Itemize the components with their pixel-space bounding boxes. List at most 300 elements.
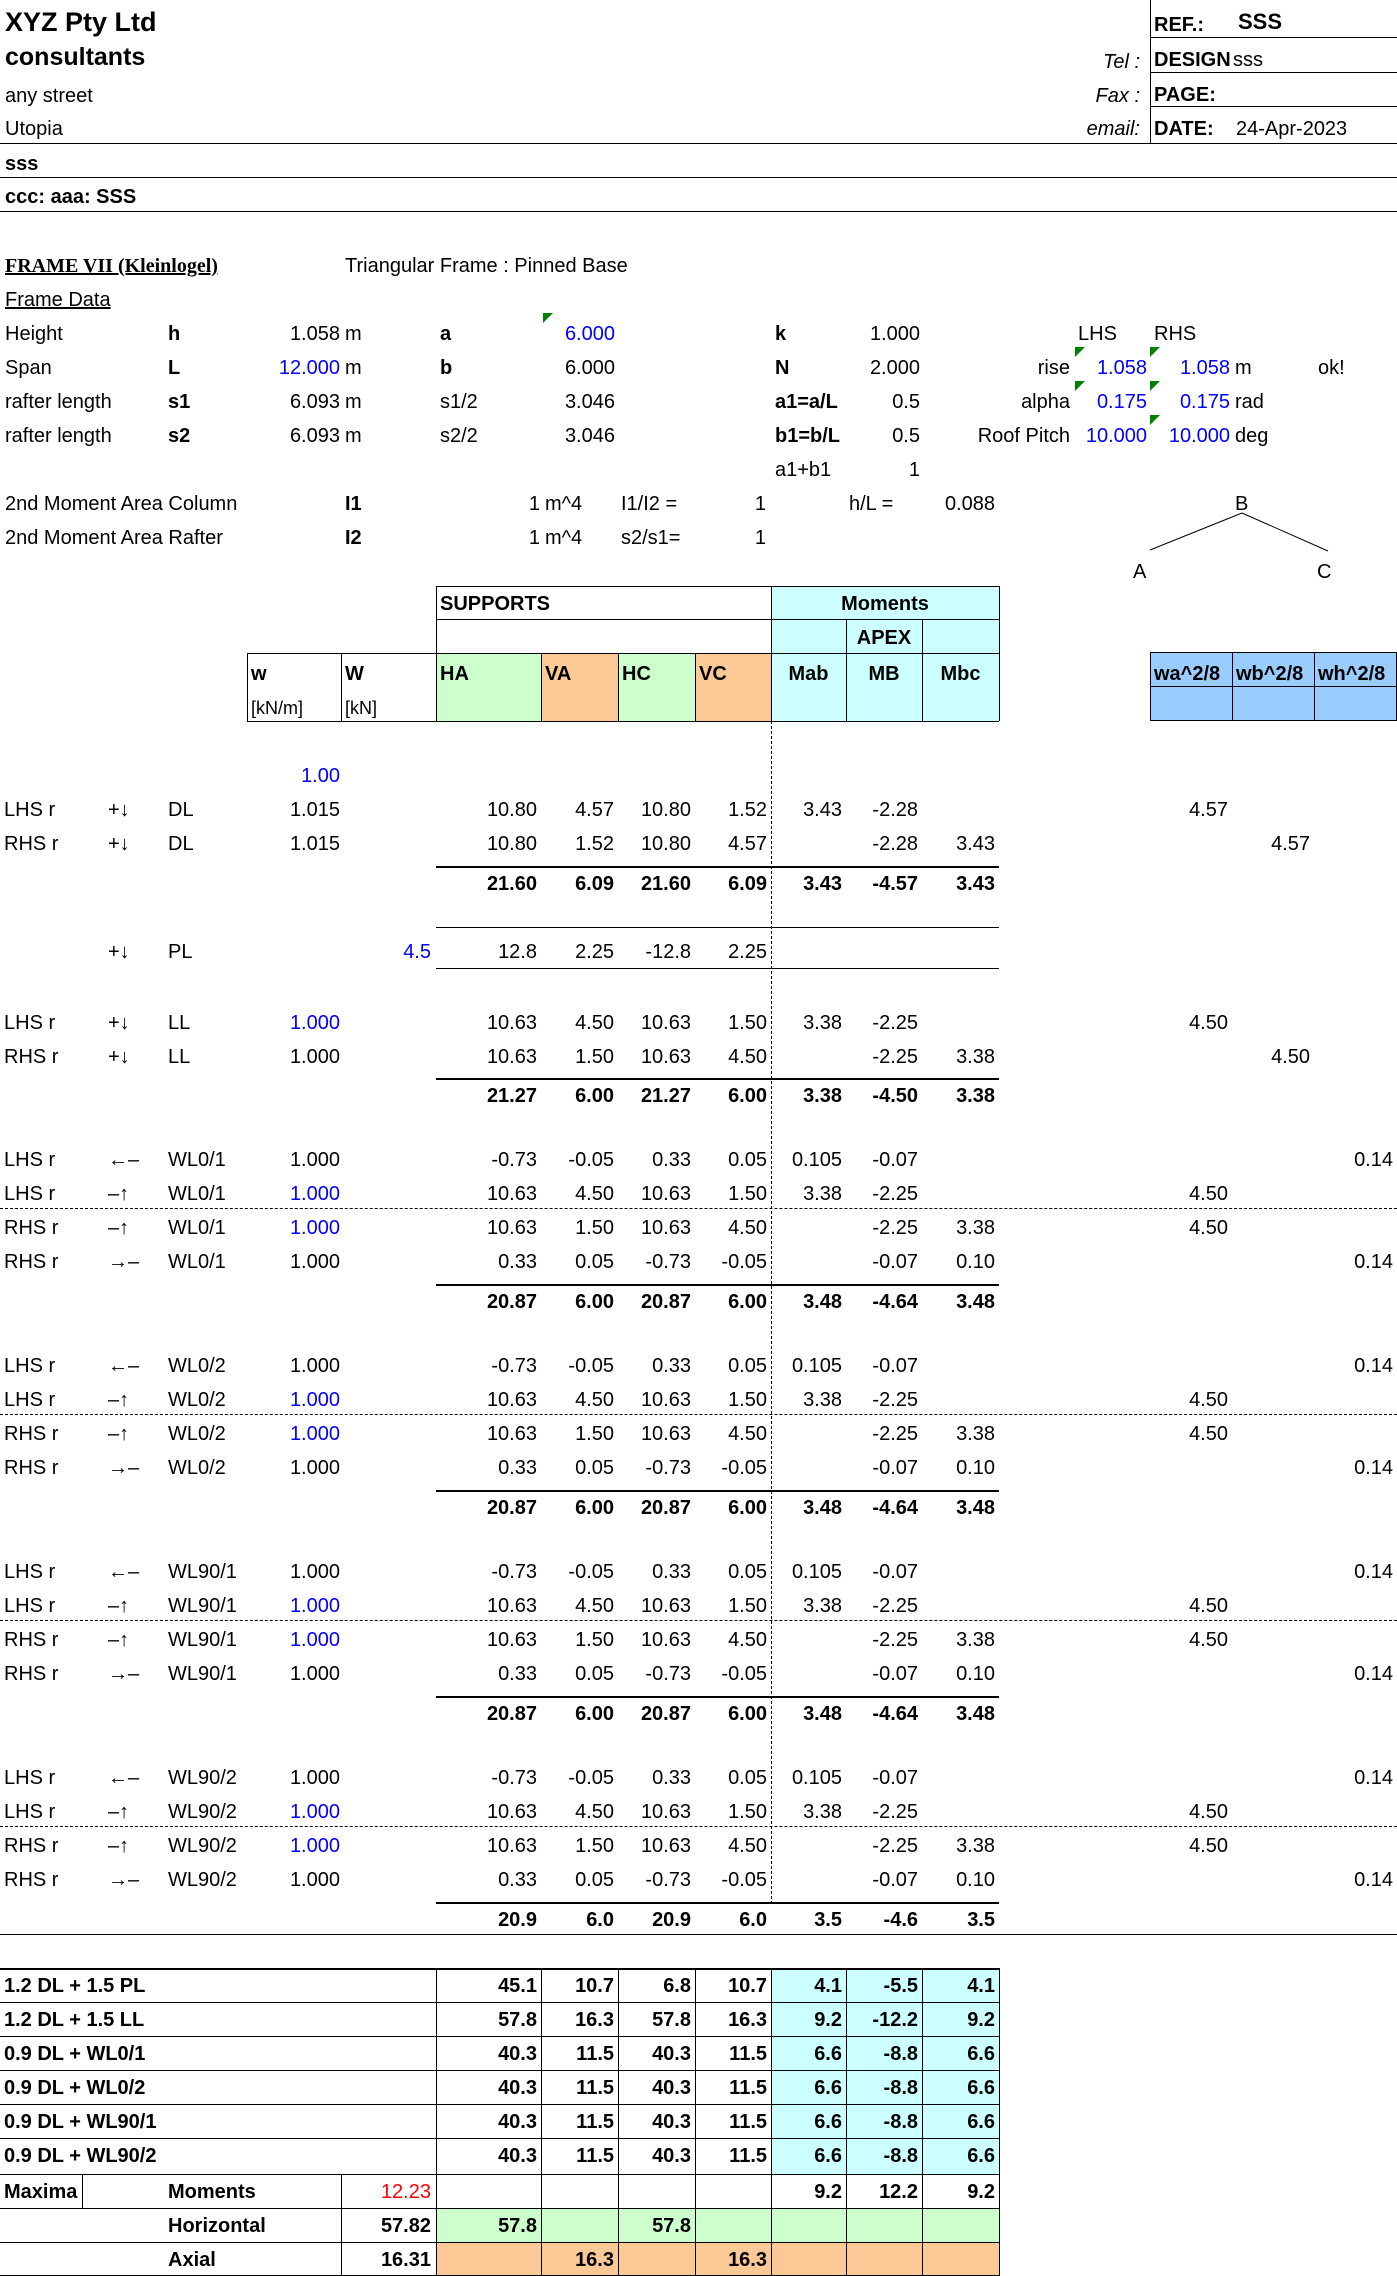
cell-mbc: 3.38 [956, 1217, 995, 1239]
total-va: 6.09 [575, 873, 614, 895]
h-symbol: h [168, 323, 181, 345]
cell-vc: 1.52 [728, 799, 767, 821]
max-horizontal-label: Horizontal [168, 2215, 266, 2237]
cell-ha: -0.73 [491, 1767, 537, 1789]
cell-va: 0.05 [575, 1251, 614, 1273]
a1-value: 0.5 [892, 391, 920, 413]
cell-vc: 1.50 [728, 1183, 767, 1205]
cell-mbc: 0.10 [956, 1663, 995, 1685]
total-va: 6.0 [586, 1909, 614, 1931]
cell-mb: -2.25 [872, 1423, 918, 1445]
cell-ha: 10.63 [486, 1389, 537, 1411]
total-vc: 6.00 [728, 1497, 767, 1519]
wb-header: wb^2/8 [1236, 663, 1304, 685]
cell-va: 0.05 [575, 1663, 614, 1685]
cell-hc: -0.73 [645, 1457, 691, 1479]
ref-label: REF.: [1154, 14, 1204, 36]
cell-ha: 10.63 [486, 1595, 537, 1617]
total-va: 6.00 [575, 1497, 614, 1519]
moment-area-rafter-label: 2nd Moment Area Rafter [5, 527, 223, 549]
comb-mbc: 4.1 [967, 1975, 995, 1997]
cell-va: 4.50 [575, 1801, 614, 1823]
load-direction-icon: ←– [108, 1149, 140, 1171]
VC-header: VC [699, 663, 727, 685]
page-label: PAGE: [1154, 84, 1216, 106]
load-side-label: LHS r [4, 1595, 56, 1617]
load-side-label: LHS r [4, 1012, 56, 1034]
s2-half-label: s2/2 [440, 425, 478, 447]
load-intensity-w[interactable]: 1.000 [289, 1217, 340, 1239]
cell-va: -0.05 [568, 1149, 614, 1171]
comb-hc: 40.3 [652, 2043, 691, 2065]
cell-mb: -2.25 [872, 1012, 918, 1034]
cell-hc: 10.63 [640, 1183, 691, 1205]
max-HC: 57.8 [652, 2215, 691, 2237]
load-direction-icon: –↑ [108, 1217, 130, 1239]
comb-mab: 4.1 [814, 1975, 842, 1997]
cell-va: 1.50 [575, 1423, 614, 1445]
load-intensity-w: 1.000 [289, 1046, 340, 1068]
cell-mab: 3.38 [803, 1183, 842, 1205]
max-moments-label: Moments [168, 2181, 256, 2203]
a-value[interactable]: 6.000 [564, 323, 615, 345]
load-direction-icon: –↑ [108, 1595, 130, 1617]
apex-header: APEX [856, 627, 912, 649]
city: Utopia [5, 118, 63, 140]
load-case-label: WL0/2 [168, 1389, 226, 1411]
combination-label: 0.9 DL + WL0/1 [4, 2043, 146, 2065]
max-VC: 16.3 [728, 2249, 767, 2271]
MB-header: MB [868, 663, 900, 685]
max-VA: 16.3 [575, 2249, 614, 2271]
load-case-label: DL [168, 833, 194, 855]
cell-hc: 10.63 [640, 1595, 691, 1617]
max-horizontal-value: 57.82 [380, 2215, 431, 2237]
cell-va: 1.50 [575, 1835, 614, 1857]
comb-mbc: 6.6 [967, 2043, 995, 2065]
combination-label: 0.9 DL + WL90/2 [4, 2145, 157, 2167]
cell-vc: 0.05 [728, 1767, 767, 1789]
comb-mab: 6.6 [814, 2111, 842, 2133]
cell-mab: 3.38 [803, 1801, 842, 1823]
design-value: sss [1233, 49, 1263, 71]
node-a-label: A [1133, 561, 1147, 583]
cell-hc: 0.33 [652, 1149, 691, 1171]
cell-wb: 4.50 [1271, 1046, 1310, 1068]
total-mab: 3.48 [803, 1291, 842, 1313]
s2-s1-ratio-value: 1 [754, 527, 766, 549]
total-mab: 3.5 [814, 1909, 842, 1931]
s2-s1-ratio-label: s2/s1= [621, 527, 681, 549]
load-direction-icon: +↓ [108, 1046, 130, 1068]
street: any street [5, 85, 93, 107]
load-direction-icon: →– [108, 1457, 140, 1479]
comb-hc: 6.8 [663, 1975, 691, 1997]
cell-hc: 10.63 [640, 1046, 691, 1068]
b1-value: 0.5 [892, 425, 920, 447]
cell-ha: 10.63 [486, 1046, 537, 1068]
cell-vc: -0.05 [721, 1663, 767, 1685]
max-green-bg [541, 2208, 618, 2242]
a1-label: a1=a/L [775, 391, 838, 413]
comb-vc: 16.3 [728, 2009, 767, 2031]
comb-ha: 40.3 [498, 2145, 537, 2167]
cell-ha: 10.63 [486, 1012, 537, 1034]
combination-label: 1.2 DL + 1.5 LL [4, 2009, 145, 2031]
load-direction-icon: →– [108, 1869, 140, 1891]
load-direction-icon: –↑ [108, 1423, 130, 1445]
load-side-label: LHS r [4, 1183, 56, 1205]
combination-label: 1.2 DL + 1.5 PL [4, 1975, 146, 1997]
load-intensity-w[interactable]: 1.000 [289, 1423, 340, 1445]
comb-va: 11.5 [576, 2111, 614, 2133]
load-intensity-w: 1.000 [289, 1251, 340, 1273]
load-case-label: WL0/1 [168, 1251, 226, 1273]
load-intensity-w: 1.000 [289, 1869, 340, 1891]
rise-lhs-value[interactable]: 1.058 [1096, 357, 1147, 379]
total-mab: 3.38 [803, 1085, 842, 1107]
cell-vc: 0.05 [728, 1561, 767, 1583]
load-direction-icon: –↑ [108, 1801, 130, 1823]
load-intensity-w[interactable]: 1.000 [289, 1835, 340, 1857]
VA-header: VA [545, 663, 572, 685]
cell-vc: -0.05 [721, 1251, 767, 1273]
rafter-bc-line [1242, 513, 1328, 551]
cell-vc: 4.50 [728, 1046, 767, 1068]
cell-ha: 0.33 [498, 1663, 537, 1685]
cell-mab: 0.105 [791, 1767, 842, 1789]
point-load-W[interactable]: 4.5 [403, 941, 431, 963]
cell-hc: 0.33 [652, 1561, 691, 1583]
b1-label: b1=b/L [775, 425, 841, 447]
cell-hc: -12.8 [645, 941, 691, 963]
cell-mb: -2.28 [872, 833, 918, 855]
load-direction-icon: +↓ [108, 833, 130, 855]
load-intensity-w: 1.000 [289, 1149, 340, 1171]
total-va: 6.00 [575, 1703, 614, 1725]
w-unit-header: [kN/m] [251, 698, 303, 718]
cell-wa: 4.50 [1189, 1012, 1228, 1034]
total-va: 6.00 [575, 1291, 614, 1313]
rafter-ab-line [1150, 513, 1242, 550]
cell-vc: 4.50 [728, 1423, 767, 1445]
cell-wh: 0.14 [1354, 1663, 1393, 1685]
cell-hc: 10.63 [640, 1389, 691, 1411]
combination-label: 0.9 DL + WL0/2 [4, 2077, 146, 2099]
load-side-label: RHS r [4, 833, 59, 855]
cell-vc: -0.05 [721, 1457, 767, 1479]
email-label: email: [1086, 118, 1140, 140]
comb-vc: 11.5 [729, 2145, 767, 2167]
date-label: DATE: [1154, 118, 1214, 140]
load-side-label: RHS r [4, 1835, 59, 1857]
pitch-rhs-value[interactable]: 10.000 [1168, 425, 1230, 447]
cell-mb: -0.07 [872, 1149, 918, 1171]
cell-va: 0.05 [575, 1869, 614, 1891]
comb-mb: -8.8 [883, 2043, 918, 2065]
cell-vc: 1.50 [728, 1595, 767, 1617]
load-case-label: WL0/2 [168, 1423, 226, 1445]
cell-ha: 10.63 [486, 1217, 537, 1239]
load-case-label: DL [168, 799, 194, 821]
date-value: 24-Apr-2023 [1236, 118, 1348, 140]
cell-vc: -0.05 [721, 1869, 767, 1891]
comb-vc: 11.5 [729, 2111, 767, 2133]
load-factor[interactable]: 1.00 [301, 765, 340, 787]
total-mbc: 3.5 [967, 1909, 995, 1931]
load-intensity-w[interactable]: 1.000 [289, 1629, 340, 1651]
N-value: 2.000 [869, 357, 920, 379]
total-hc: 21.27 [640, 1085, 691, 1107]
cell-va: 1.52 [575, 833, 614, 855]
load-side-label: RHS r [4, 1423, 59, 1445]
load-intensity-w: 1.000 [289, 1561, 340, 1583]
cell-hc: 10.63 [640, 1423, 691, 1445]
cell-va: 2.25 [575, 941, 614, 963]
cell-wh: 0.14 [1354, 1561, 1393, 1583]
total-vc: 6.00 [728, 1291, 767, 1313]
k-symbol: k [775, 323, 787, 345]
load-case-label: WL90/2 [168, 1835, 237, 1857]
cell-mb: -2.25 [872, 1801, 918, 1823]
load-case-label: LL [168, 1046, 191, 1068]
height-label: Height [5, 323, 63, 345]
company-subtitle: consultants [5, 43, 146, 71]
cell-hc: 0.33 [652, 1355, 691, 1377]
comb-hc: 40.3 [652, 2145, 691, 2167]
HC-header: HC [622, 663, 651, 685]
cell-wa: 4.50 [1189, 1595, 1228, 1617]
cell-mbc: 3.43 [956, 833, 995, 855]
pitch-unit: deg [1235, 425, 1269, 447]
cell-ha: 10.63 [486, 1835, 537, 1857]
rise-label: rise [1037, 357, 1070, 379]
s1-value: 6.093 [289, 391, 340, 413]
comb-mbc: 9.2 [967, 2009, 995, 2031]
comb-ha: 40.3 [498, 2111, 537, 2133]
load-side-label: RHS r [4, 1217, 59, 1239]
I1-value: 1 [528, 493, 540, 515]
cell-mbc: 3.38 [956, 1046, 995, 1068]
cell-vc: 4.57 [728, 833, 767, 855]
I2-value: 1 [528, 527, 540, 549]
cell-hc: -0.73 [645, 1869, 691, 1891]
load-direction-icon: +↓ [108, 1012, 130, 1034]
load-side-label: RHS r [4, 1869, 59, 1891]
max-MB: 12.2 [879, 2181, 918, 2203]
total-mbc: 3.48 [956, 1291, 995, 1313]
ref-value: SSS [1238, 9, 1283, 34]
I1-I2-ratio-label: I1/I2 = [621, 493, 678, 515]
cell-mab: 0.105 [791, 1561, 842, 1583]
load-intensity-w[interactable]: 1.000 [289, 1183, 340, 1205]
cell-vc: 4.50 [728, 1835, 767, 1857]
load-case-label: WL0/1 [168, 1149, 226, 1171]
total-mab: 3.43 [803, 873, 842, 895]
load-intensity-w[interactable]: 1.000 [289, 1012, 340, 1034]
cell-va: 4.57 [575, 799, 614, 821]
cell-mb: -2.25 [872, 1595, 918, 1617]
total-mbc: 3.48 [956, 1497, 995, 1519]
cell-ha: 0.33 [498, 1457, 537, 1479]
L-symbol: L [168, 357, 181, 379]
frame-data-heading: Frame Data [5, 289, 111, 311]
cell-va: 4.50 [575, 1595, 614, 1617]
h-unit: m [345, 323, 362, 345]
a-symbol: a [440, 323, 452, 345]
cell-wh: 0.14 [1354, 1355, 1393, 1377]
comb-mab: 9.2 [814, 2009, 842, 2031]
project-name: sss [5, 153, 39, 175]
cell-ha: 10.63 [486, 1423, 537, 1445]
cell-va: 4.50 [575, 1389, 614, 1411]
comb-vc: 11.5 [729, 2043, 767, 2065]
load-side-label: RHS r [4, 1457, 59, 1479]
cell-hc: 10.63 [640, 1012, 691, 1034]
design-label: DESIGN [1154, 49, 1231, 71]
total-mbc: 3.43 [956, 873, 995, 895]
s1-half-value: 3.046 [564, 391, 615, 413]
rise-rhs-value[interactable]: 1.058 [1179, 357, 1230, 379]
load-intensity-w[interactable]: 1.000 [289, 1389, 340, 1411]
load-intensity-w[interactable]: 1.000 [289, 1801, 340, 1823]
comb-mbc: 6.6 [967, 2145, 995, 2167]
comb-hc: 40.3 [652, 2077, 691, 2099]
load-case-label: PL [168, 941, 193, 963]
w-header: w [251, 663, 267, 685]
ok-indicator: ok! [1318, 357, 1345, 379]
b-symbol: b [440, 357, 453, 379]
Mbc-header: Mbc [940, 663, 981, 685]
comb-hc: 57.8 [652, 2009, 691, 2031]
cell-hc: 10.63 [640, 1835, 691, 1857]
total-vc: 6.09 [728, 873, 767, 895]
comb-mb: -12.2 [872, 2009, 918, 2031]
I2-symbol: I2 [345, 527, 362, 549]
load-side-label: RHS r [4, 1046, 59, 1068]
cell-va: 0.05 [575, 1457, 614, 1479]
combination-label: 0.9 DL + WL90/1 [4, 2111, 157, 2133]
comb-mab: 6.6 [814, 2145, 842, 2167]
cell-vc: 4.50 [728, 1629, 767, 1651]
comb-va: 11.5 [576, 2145, 614, 2167]
roof-pitch-label: Roof Pitch [977, 425, 1070, 447]
comb-vc: 11.5 [729, 2077, 767, 2099]
cell-hc: 0.33 [652, 1767, 691, 1789]
comb-mbc: 6.6 [967, 2111, 995, 2133]
W-unit-header: [kN] [345, 698, 378, 718]
W-header: W [345, 663, 364, 685]
total-mb: -4.64 [872, 1497, 918, 1519]
cell-wa: 4.50 [1189, 1183, 1228, 1205]
load-intensity-w: 1.000 [289, 1457, 340, 1479]
cell-mab: 3.38 [803, 1595, 842, 1617]
cell-mbc: 3.38 [956, 1629, 995, 1651]
cell-mb: -2.28 [872, 799, 918, 821]
cell-mbc: 0.10 [956, 1251, 995, 1273]
h-value: 1.058 [289, 323, 340, 345]
cell-mb: -0.07 [872, 1561, 918, 1583]
L-value[interactable]: 12.000 [278, 357, 340, 379]
comb-mbc: 6.6 [967, 2077, 995, 2099]
cell-wa: 4.50 [1189, 1423, 1228, 1445]
h-L-ratio-value: 0.088 [944, 493, 995, 515]
cell-vc: 4.50 [728, 1217, 767, 1239]
load-intensity-w[interactable]: 1.000 [289, 1595, 340, 1617]
load-intensity-w: 1.000 [289, 1355, 340, 1377]
total-mab: 3.48 [803, 1497, 842, 1519]
max-moments-value: 12.23 [380, 2181, 431, 2203]
cell-mb: -0.07 [872, 1355, 918, 1377]
cell-wh: 0.14 [1354, 1869, 1393, 1891]
cell-vc: 1.50 [728, 1801, 767, 1823]
load-case-label: WL0/2 [168, 1355, 226, 1377]
node-b-label: B [1235, 493, 1249, 515]
load-direction-icon: ←– [108, 1561, 140, 1583]
rafter-length-1-label: rafter length [5, 391, 112, 413]
total-vc: 6.00 [728, 1085, 767, 1107]
load-direction-icon: +↓ [108, 941, 130, 963]
cell-mbc: 0.10 [956, 1457, 995, 1479]
pitch-lhs-value[interactable]: 10.000 [1085, 425, 1147, 447]
cell-mb: -2.25 [872, 1046, 918, 1068]
load-side-label: LHS r [4, 1149, 56, 1171]
total-hc: 20.87 [640, 1291, 691, 1313]
cell-mb: -0.07 [872, 1767, 918, 1789]
lhs-label: LHS [1078, 323, 1117, 345]
cell-wa: 4.50 [1189, 1629, 1228, 1651]
a1b1-value: 1 [908, 459, 920, 481]
cell-mb: -0.07 [872, 1457, 918, 1479]
cell-hc: 10.63 [640, 1629, 691, 1651]
alpha-lhs-value[interactable]: 0.175 [1096, 391, 1147, 413]
total-hc: 20.9 [652, 1909, 691, 1931]
cell-hc: 10.63 [640, 1801, 691, 1823]
load-intensity-w: 1.000 [289, 1767, 340, 1789]
cell-va: 1.50 [575, 1217, 614, 1239]
rise-unit: m [1235, 357, 1252, 379]
cell-ha: -0.73 [491, 1355, 537, 1377]
comb-mab: 6.6 [814, 2077, 842, 2099]
cell-va: -0.05 [568, 1561, 614, 1583]
load-case-label: WL90/1 [168, 1561, 237, 1583]
comb-hc: 40.3 [652, 2111, 691, 2133]
load-case-label: LL [168, 1012, 191, 1034]
load-direction-icon: →– [108, 1251, 140, 1273]
cell-hc: 10.63 [640, 1217, 691, 1239]
a1b1-label: a1+b1 [775, 459, 832, 481]
cell-wb: 4.57 [1271, 833, 1310, 855]
load-side-label: LHS r [4, 1389, 56, 1411]
comb-ha: 57.8 [498, 2009, 537, 2031]
cell-va: -0.05 [568, 1767, 614, 1789]
max-HA: 57.8 [498, 2215, 537, 2237]
cell-ha: 10.80 [486, 833, 537, 855]
load-side-label: LHS r [4, 799, 56, 821]
load-intensity-w: 1.000 [289, 1663, 340, 1685]
comb-ha: 40.3 [498, 2043, 537, 2065]
load-intensity-w: 1.015 [289, 833, 340, 855]
cell-mb: -2.25 [872, 1835, 918, 1857]
s2-symbol: s2 [168, 425, 191, 447]
b-value: 6.000 [564, 357, 615, 379]
total-ha: 20.87 [486, 1703, 537, 1725]
cell-vc: 0.05 [728, 1355, 767, 1377]
load-side-label: LHS r [4, 1767, 56, 1789]
cell-hc: 10.80 [640, 799, 691, 821]
load-case-label: WL0/1 [168, 1217, 226, 1239]
alpha-rhs-value[interactable]: 0.175 [1179, 391, 1230, 413]
